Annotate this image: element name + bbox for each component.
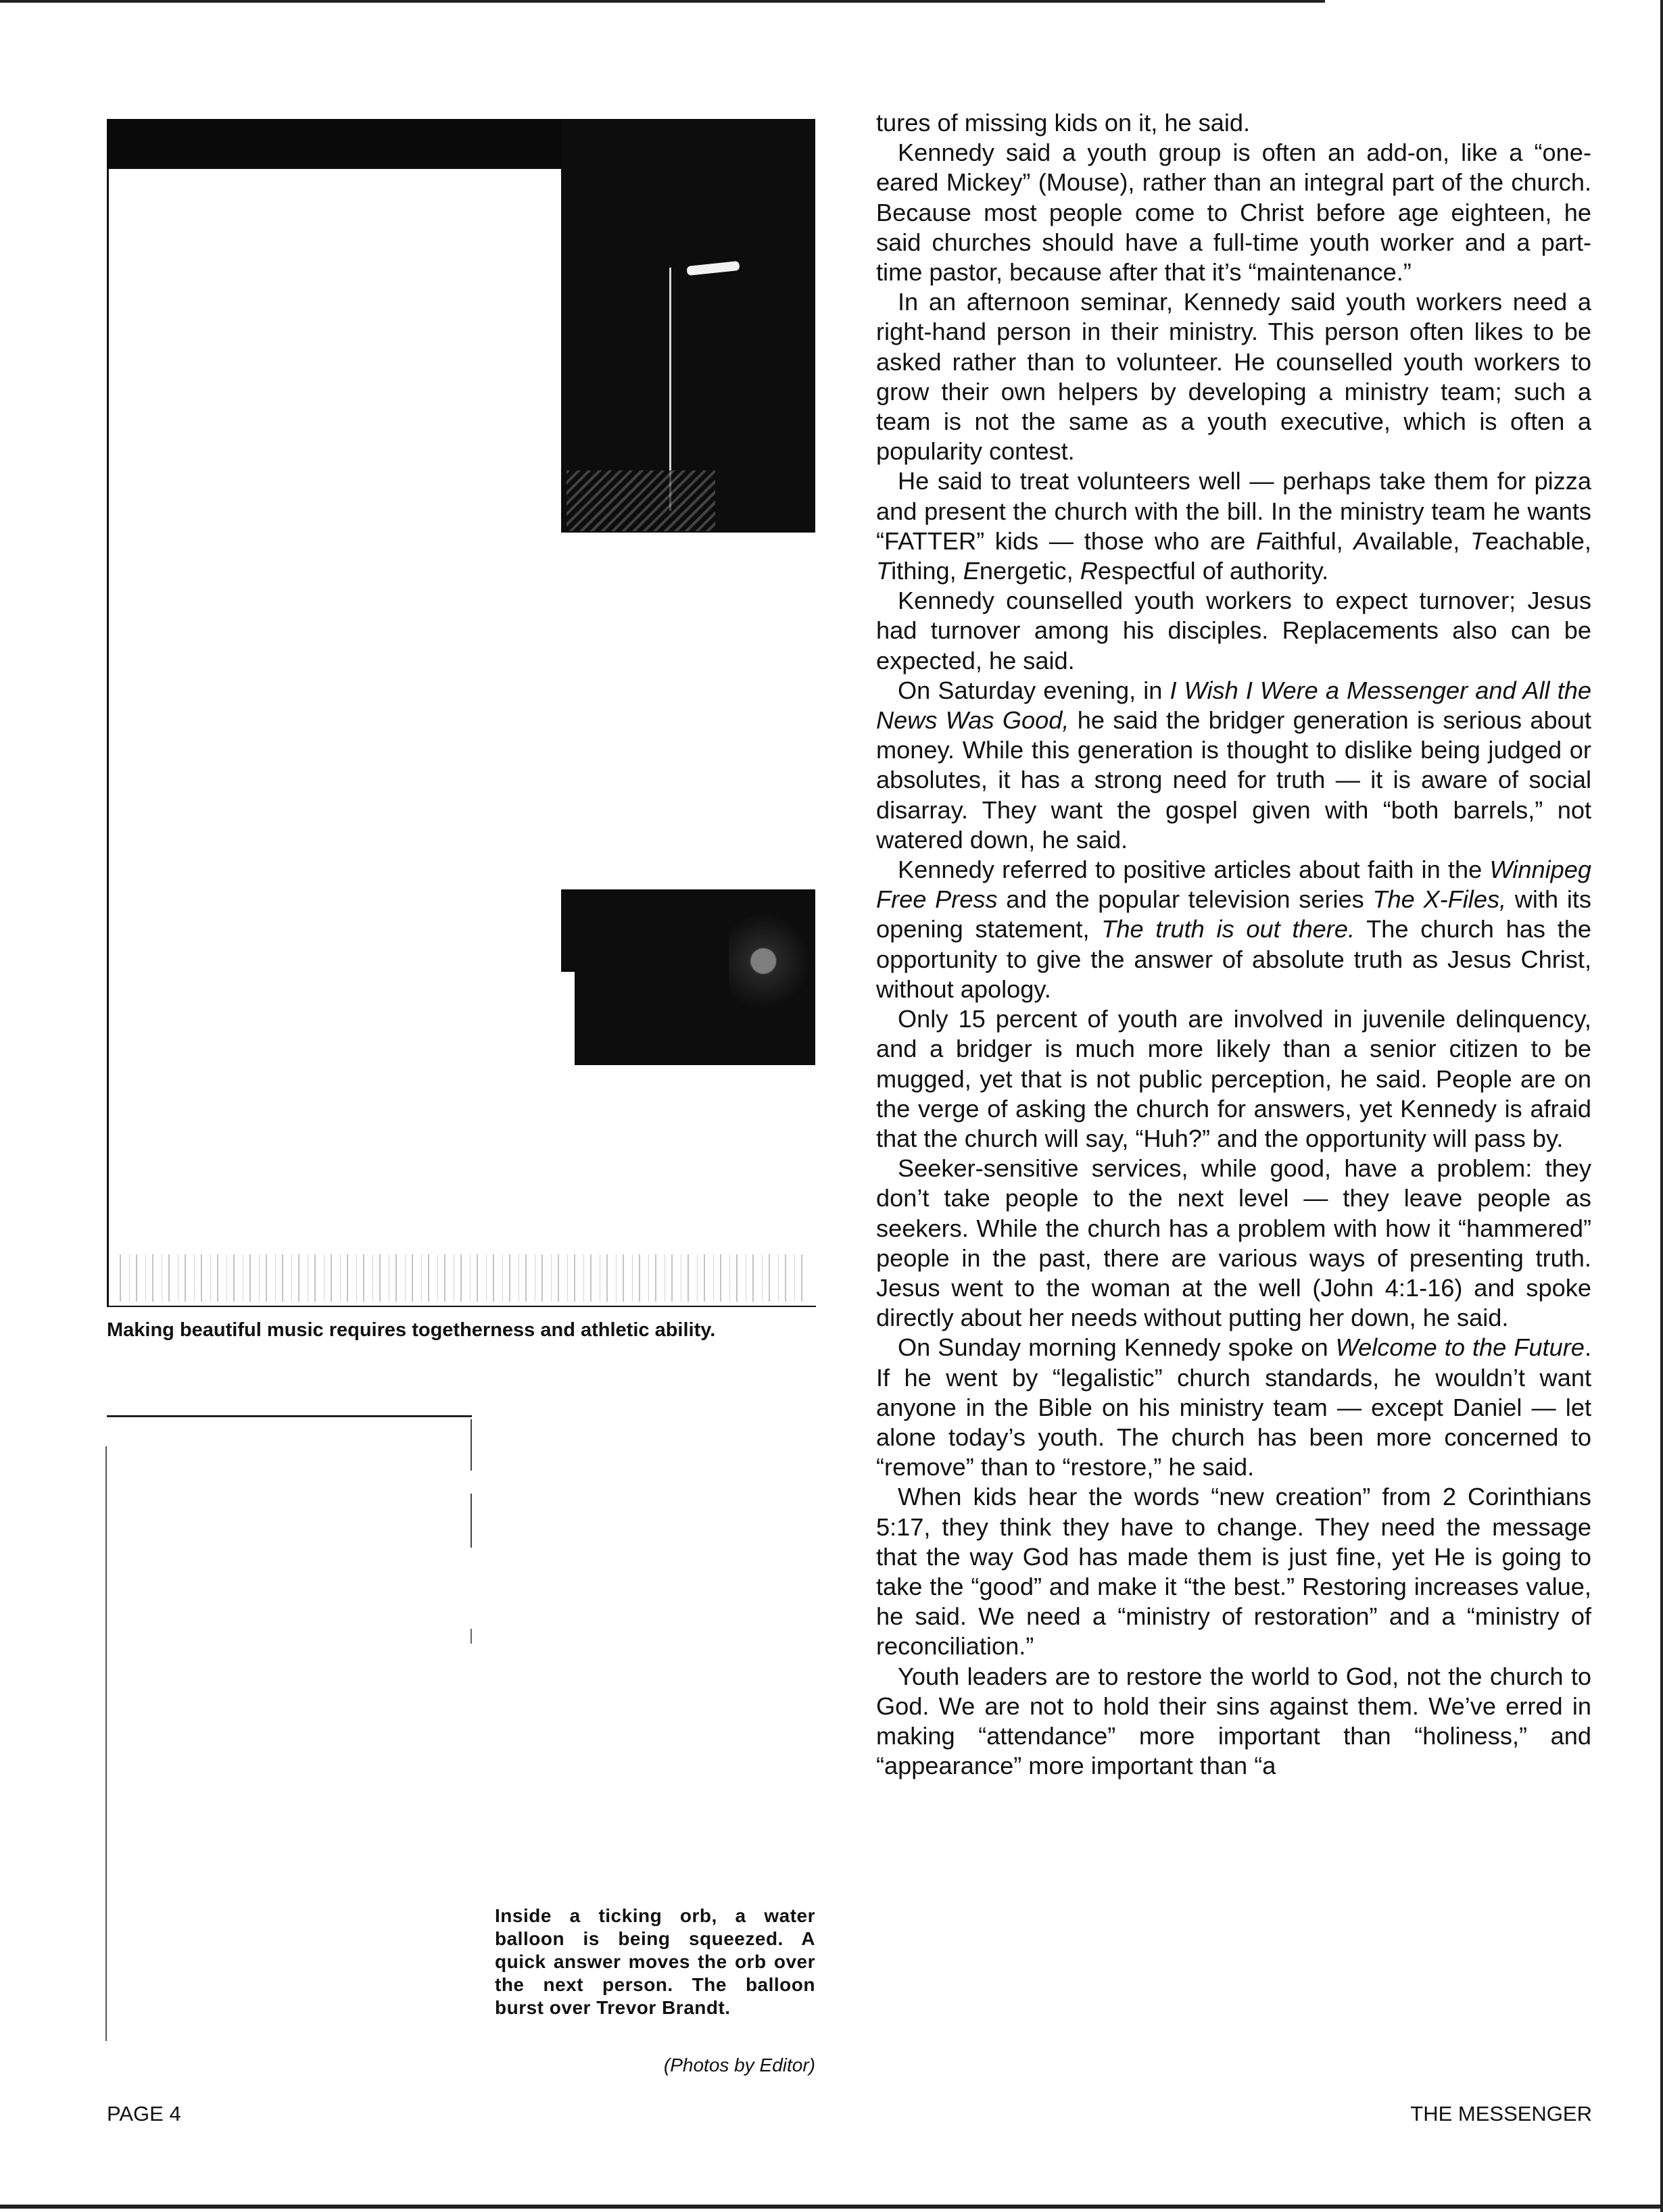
article-paragraph: In an afternoon seminar, Kennedy said youth workers need a right-hand person in their ministry. This person often likes to be asked rather than to volunteer. He counselled youth workers to grow their own helpers by developing a ministry team; such a team is not the same as a youth executive, which is often a popularity contest. [876, 288, 1591, 466]
text-run: ithing, [891, 557, 963, 585]
page-edge-top [0, 0, 1325, 3]
photo-caption: Inside a ticking orb, a water balloon is being squeezed. A quick answer moves the orb over the next person. The balloon burst over Trevor Brandt. [495, 1905, 815, 2018]
page-edge-right [1660, 0, 1663, 2212]
photo-frame-top [107, 1415, 472, 1417]
article-column [876, 108, 1591, 1781]
photo-frame-left [105, 1446, 107, 2041]
article-paragraph: Kennedy counselled youth workers to expect turnover; Jesus had turnover among his disciples. Replacements also can be expected, he said. [876, 587, 1591, 674]
acronym-letter: T [1470, 526, 1486, 555]
acronym-letter: R [1080, 557, 1098, 585]
article-paragraph: Youth leaders are to restore the world to God, not the church to God. We are not to hold their sins against them. We’ve erred in making “attendance” more important than “holiness,” and “appearance” more important than “a [876, 1662, 1591, 1780]
article-paragraph [876, 466, 1591, 586]
article-paragraph: When kids hear the words “new creation” from 2 Corinthians 5:17, they think they have to change. They need the message that the way God has made them is just fine, yet He is going to take the “good” and make it “the best.” Restoring increases value, he said. We need a “ministry of restoration” and a “ministry of reconciliation.” [876, 1483, 1591, 1661]
text-run: nergetic, [979, 557, 1080, 585]
text-run: The church has the opportunity to give the answer of absolute truth as Jesus Christ, without apology. [876, 915, 1591, 1003]
publication-title: Winnipeg Free Press [876, 856, 1591, 914]
page-number: PAGE 4 [107, 2102, 181, 2125]
article-paragraph: Only 15 percent of youth are involved in juvenile delinquency, and a bridger is much more likely than a senior citizen to be mugged, yet that is not public perception, he said. People are on the verge of asking the church for answers, yet Kennedy is afraid that the church will say, “Huh?” and the opportunity will pass by. [876, 1005, 1591, 1152]
text-run: with its opening statement, [876, 885, 1592, 943]
article-paragraph [876, 676, 1591, 855]
text-run: On Saturday evening, in [898, 676, 1170, 704]
photo-frame-mark [471, 1629, 472, 1644]
article-paragraph [876, 855, 1591, 1004]
photo-frame-mark [471, 1419, 472, 1471]
acronym-letter: E [963, 557, 980, 585]
text-run: he said the bridger generation is serious about money. While this generation is thought to dislike being judged or absolutes, it has a strong need for truth — it is aware of social disarray. They want the gospel given with “both barrels,” not watered down, he said. [876, 706, 1591, 854]
text-run: He said to treat volunteers well — perhaps take them for pizza and present the church with the bill. In the ministry team he wants “FATTER” kids — those who are [876, 467, 1591, 555]
series-title: The X-Files, [1372, 885, 1507, 914]
photo-texture [567, 470, 715, 531]
photo-frame-mark [471, 1494, 472, 1548]
photo-credit: (Photos by Editor) [663, 2055, 815, 2075]
text-run: espectful of authority. [1097, 557, 1329, 585]
acronym-letter: A [1353, 526, 1370, 555]
article-paragraph [876, 1333, 1591, 1482]
text-run: eachable, [1485, 526, 1591, 555]
text-run: aithful, [1271, 526, 1354, 555]
page-edge-bottom [0, 2205, 1663, 2209]
photo-music-activity [107, 119, 815, 1308]
text-run: vailable, [1370, 526, 1470, 555]
seminar-title: I Wish I Were a Messenger and All the News Was Good, [876, 676, 1591, 735]
photo-caption: Making beautiful music requires togetherness and athletic ability. [107, 1319, 716, 1341]
text-run: Kennedy referred to positive articles about faith in the [898, 856, 1490, 884]
text-run: On Sunday morning Kennedy spoke on [898, 1333, 1336, 1362]
text-run: and the popular television series [997, 885, 1373, 914]
series-quote: The truth is out there. [1101, 915, 1355, 943]
article-paragraph: Kennedy said a youth group is often an add-on, like a “one-eared Mickey” (Mouse), rather than an integral part of the church. Because most people come to Christ before age eighteen, he said churches should have a full-time youth worker and a part-time pastor, because after that it’s “maintenance.” [876, 139, 1591, 287]
acronym-letter: T [876, 557, 892, 585]
article-paragraph: Seeker-sensitive services, while good, have a problem: they don’t take people to the next level — they leave people as seekers. While the church has a problem with how it “hammered” people in the past, there are various ways of presenting truth. Jesus went to the woman at the well (John 4:1-16) and spoke directly about her needs without putting her down, he said. [876, 1154, 1591, 1332]
acronym-letter: F [1255, 526, 1272, 555]
photo-texture [729, 896, 815, 1058]
seminar-title: Welcome to the Future [1335, 1333, 1585, 1362]
photo-blank-region [425, 169, 561, 533]
text-run: . If he went by “legalistic” church standards, he wouldn’t want anyone in the Bible on his ministry team — except Daniel — let alone today’s youth. The church has been more concerned to “remove” than to “restore,” he said. [876, 1333, 1591, 1481]
photo-noise [114, 1254, 810, 1302]
publication-name: THE MESSENGER [1410, 2102, 1592, 2125]
article-paragraph: tures of missing kids on it, he said. [876, 109, 1251, 137]
